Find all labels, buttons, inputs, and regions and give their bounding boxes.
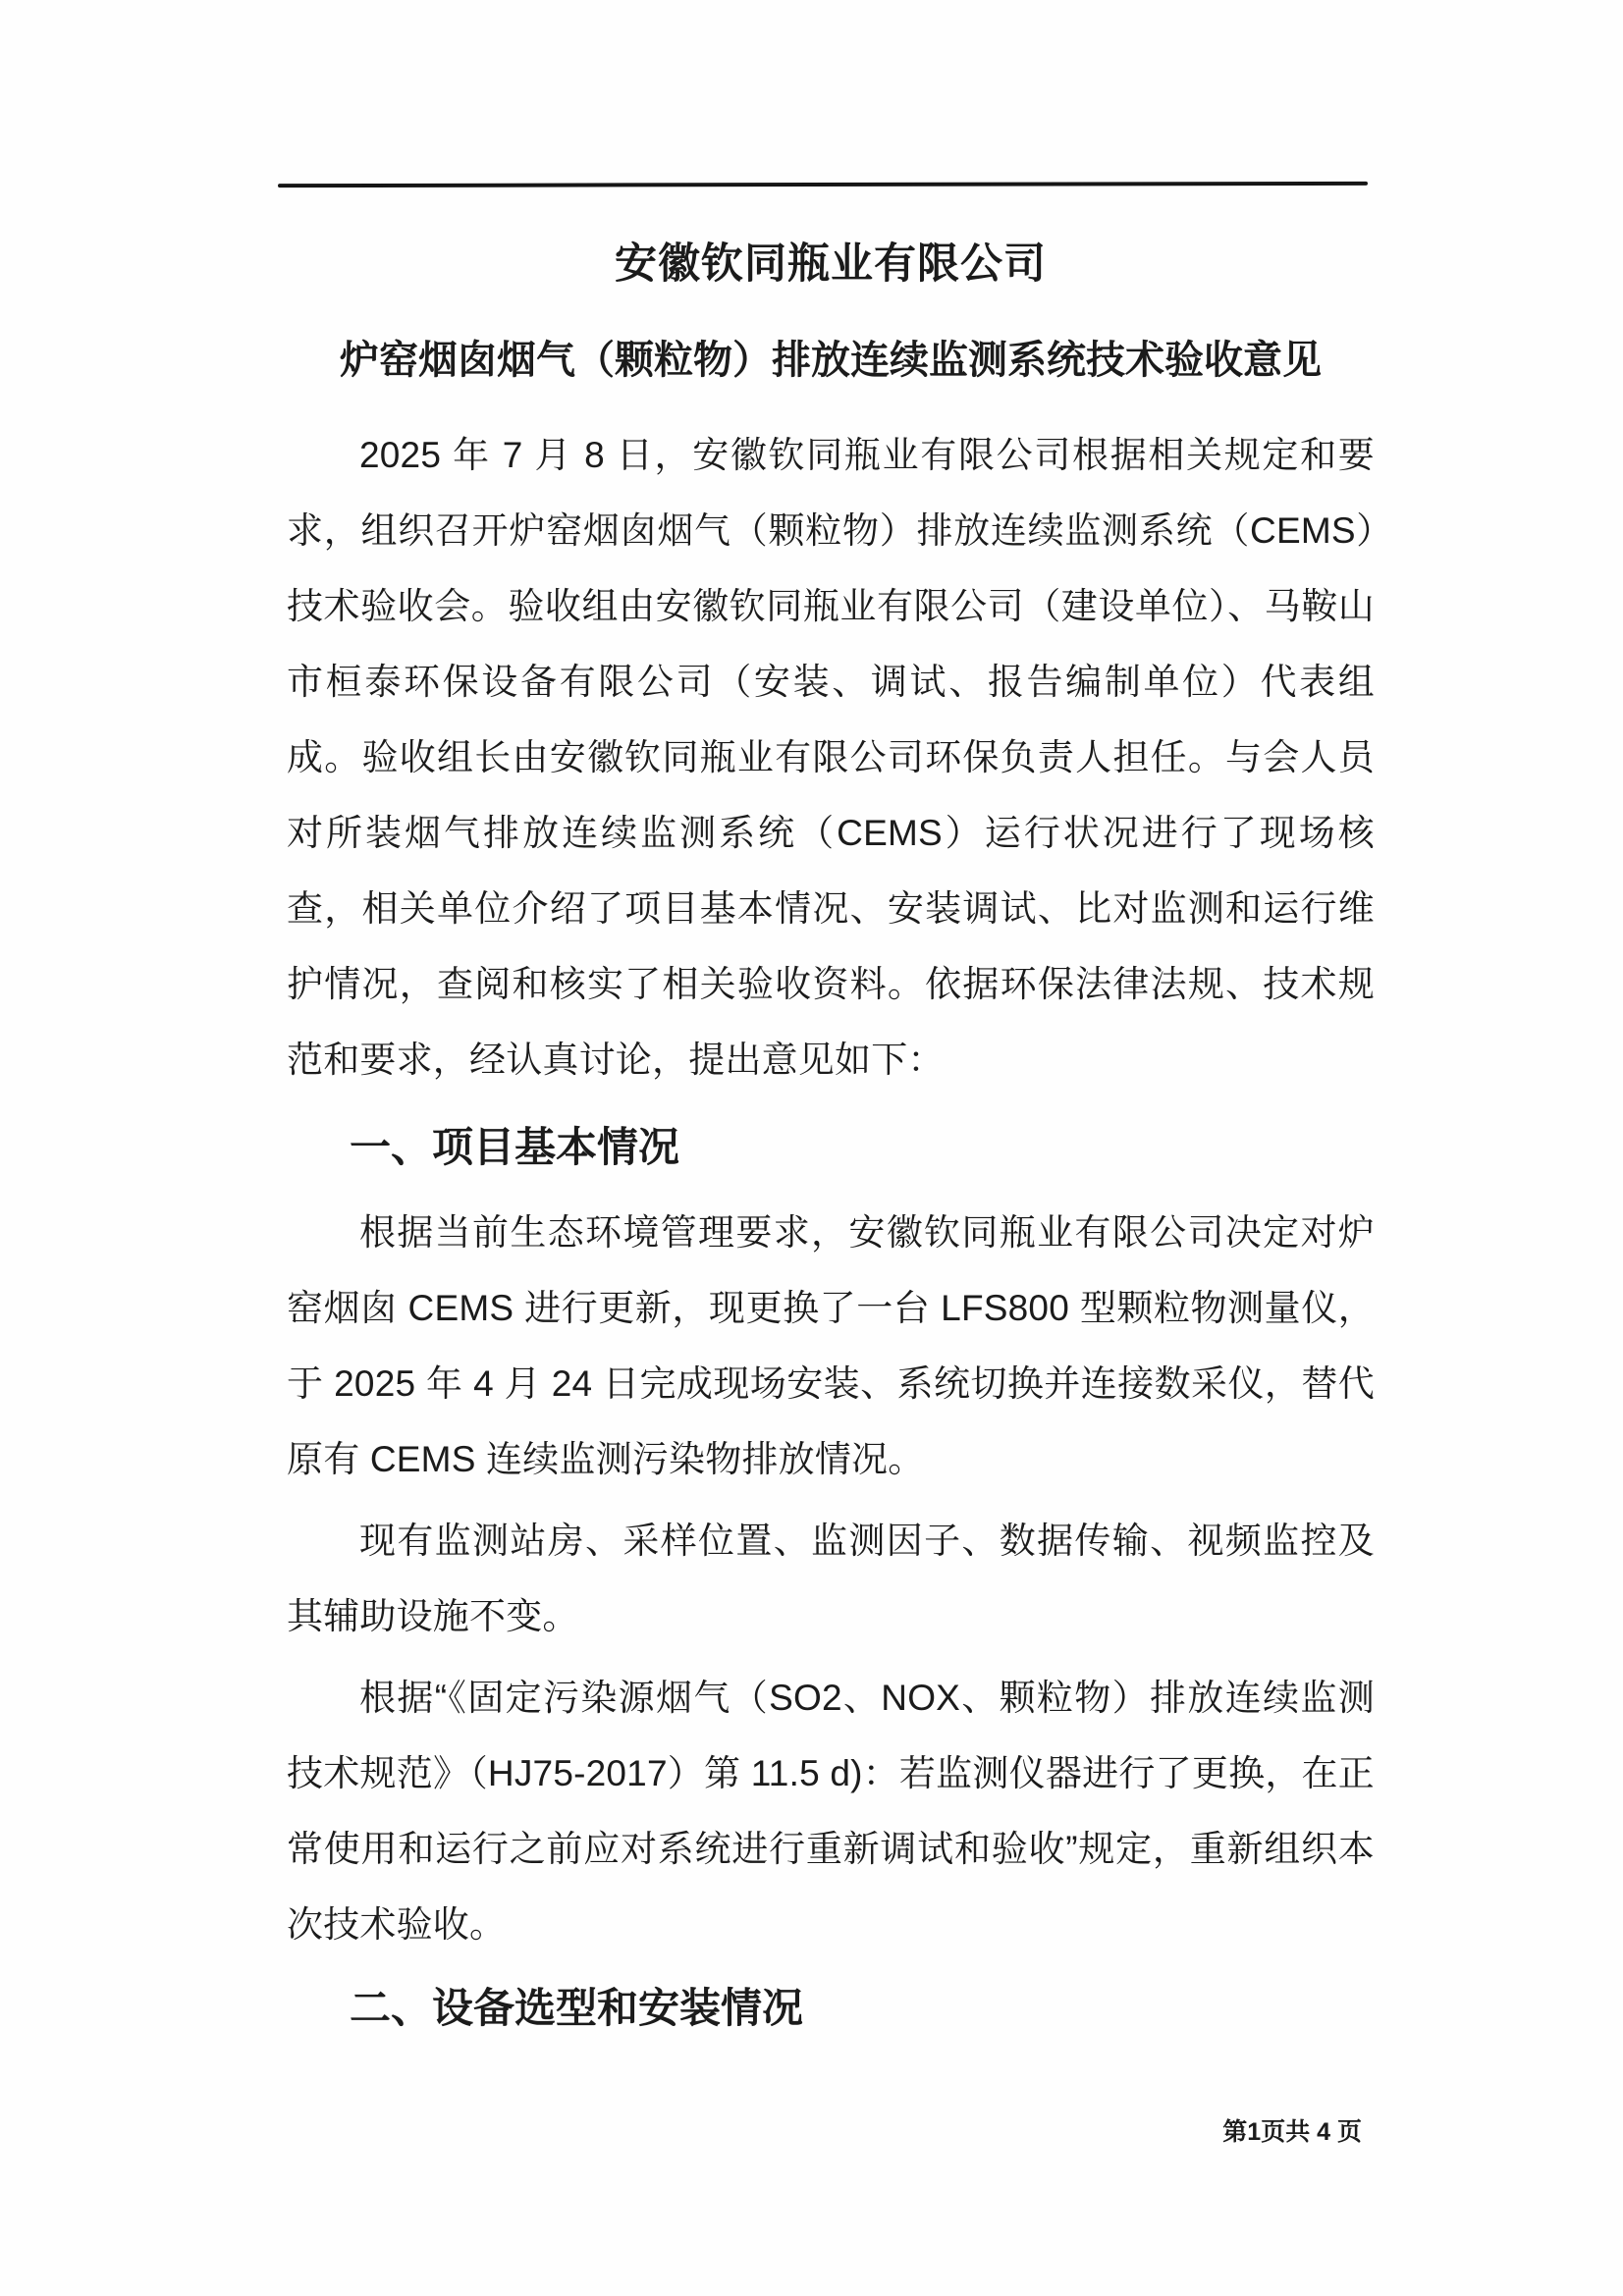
document-content [287,0,1375,2046]
section-1-paragraph-2: 现有监测站房、采样位置、监测因子、数据传输、视频监控及其辅助设施不变。 [287,1521,1375,1636]
page-number: 第1页共 4 页 [1222,2118,1362,2146]
intro-paragraph: 2025 年 7 月 8 日，安徽钦同瓶业有限公司根据相关规定和要求，组织召开炉窑烟囱烟气（颗粒物）排放连续监测系统（CEMS）技术验收会。验收组由安徽钦同瓶业有限公司（建设单位）、马鞍山市桓泰环保设备有限公司（安装、调试、报告编制单位）代表组成。验收组长由安徽钦同瓶业有限公司环保负责人担任。与会人员对所装烟气排放连续监测系统（CEMS）运行状况进行了现场核查，相关单位介绍了项目基本情况、安装调试、比对监测和运行维护情况，查阅和核实了相关验收资料。依据环保法律法规、技术规范和要求，经认真讨论，提出意见如下： [287,435,1375,1080]
document-title: 炉窑烟囱烟气（颗粒物）排放连续监测系统技术验收意见 [340,339,1322,382]
section-1-paragraph-3: 根据“《固定污染源烟气（SO2、NOX、颗粒物）排放连续监测技术规范》（HJ75-2017）第 11.5 d)：若监测仪器进行了更换，在正常使用和运行之前应对系统进行重新调试和验收”规定，重新组织本次技术验收。 [287,1678,1375,1945]
section-1-paragraph-1: 根据当前生态环境管理要求，安徽钦同瓶业有限公司决定对炉窑烟囱 CEMS 进行更新，现更换了一台 LFS800 型颗粒物测量仪，于 2025 年 4 月 24 日完成现场安装、系统切换并连接数采仪，替代原有 CEMS 连续监测污染物排放情况。 [287,1212,1375,1479]
section-2-heading: 二、设备选型和安装情况 [350,1985,804,2031]
company-title: 安徽钦同瓶业有限公司 [615,240,1047,288]
section-1-heading: 一、项目基本情况 [350,1124,680,1170]
